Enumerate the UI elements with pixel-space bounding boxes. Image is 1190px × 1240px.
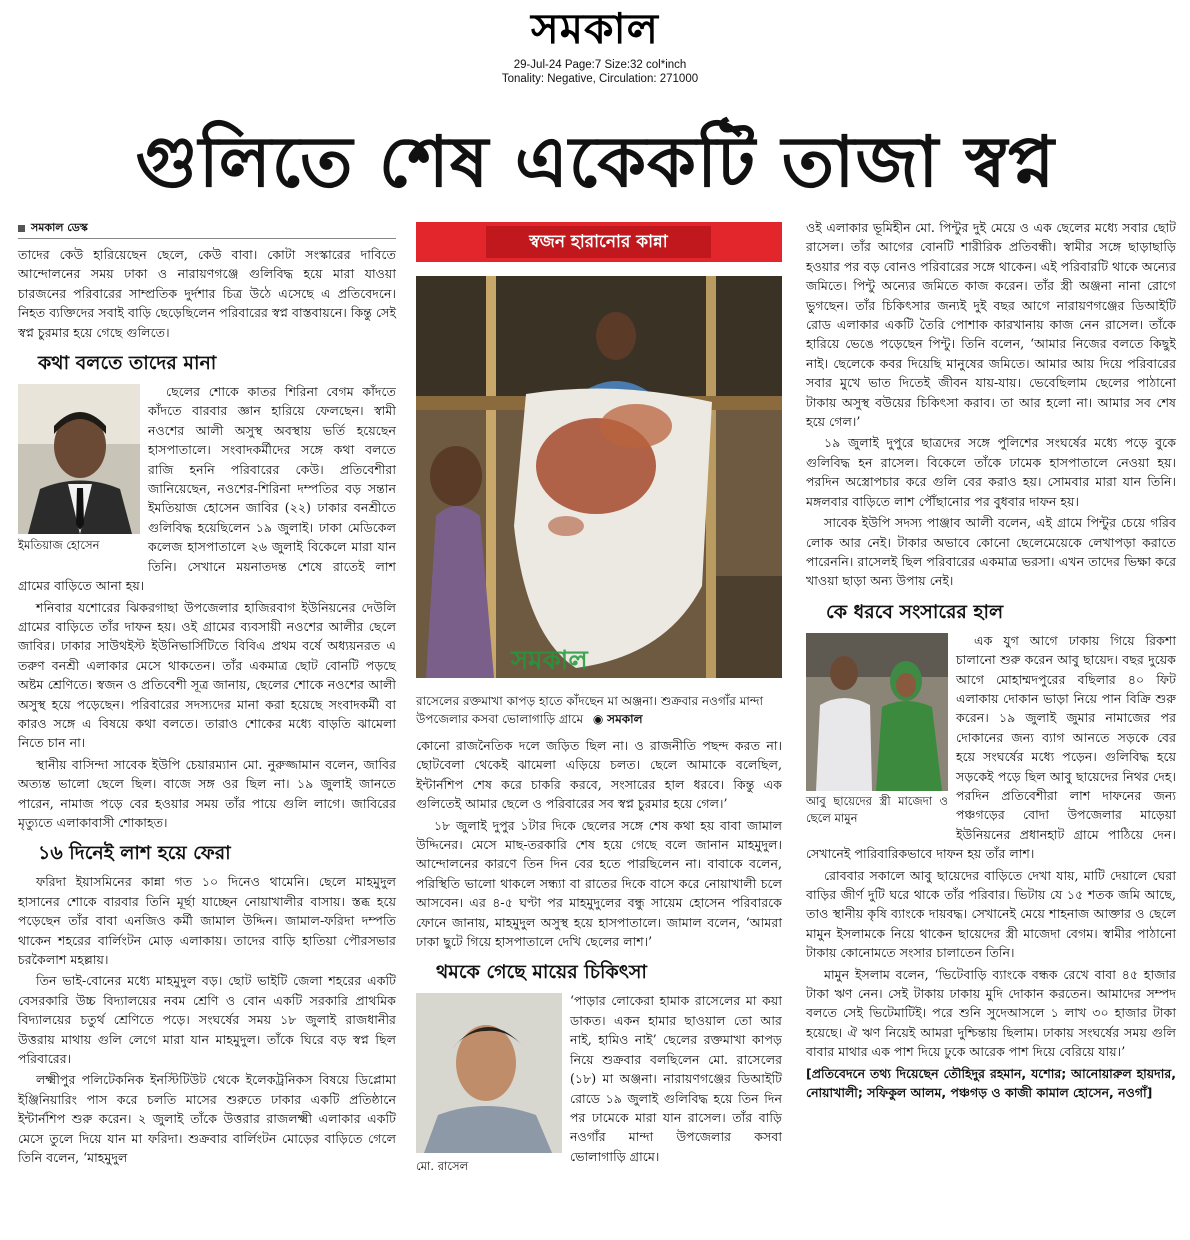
right-p2: ১৯ জুলাই দুপুরে ছাত্রদের সঙ্গে পুলিশের সংঘর্ষের মধ্যে পড়ে বুকে গুলিবিদ্ধ হন রাসেল। বিকেলে তাঁকে ঢামেক হাসপাতালে নেওয়া হয়। পরদিন অস্ত্রোপচার করে গুলি বের করাও হয়। সোমবার মারা যান তিনি। মঙ্গলবার বাড়িতে লাশ পৌঁছানোর পর বুধবার দাফন হয়। xyxy=(806,435,1176,509)
clipping-meta xyxy=(480,58,720,86)
rasel-caption: মো. রাসেল xyxy=(416,1159,469,1174)
meta-line-2: Tonality: Negative, Circulation: 271000 xyxy=(501,73,699,85)
section1-p1: ছেলের শোকে কাতর শিরিনা বেগম কাঁদতে কাঁদতে বারবার জ্ঞান হারিয়ে ফেলছেন। স্বামী নওশের আলী অসুস্থ অবস্থায় ভর্তি হয়েছেন হাসপাতালে। সংবাদকর্মীদের সঙ্গে কথা বলতে রাজি হননি পরিবারের কেউ। প্রতিবেশীরা জানিয়েছেন, নওশের-শিরিনা দম্পতির বড় সন্তান ইমতিয়াজ হোসেন জাবির (২২) ঢাকার বনশ্রীতে গুলিবিদ্ধ হয়েছিলেন ১৯ জুলাই। ঢাকা মেডিকেল কলেজ হাসপাতালে ২৬ জুলাই বিকেলে মারা যান তিনি। সেখানে ময়নাতদন্ত শেষে রাতেই লাশ গ্রামের বাড়িতে আনা হয়। xyxy=(18,384,396,594)
newspaper-logo: সমকাল xyxy=(531,4,659,53)
mother-with-bloody-cloth-photo xyxy=(416,276,782,678)
middle-p2: ১৮ জুলাই দুপুর ১টার দিকে ছেলের সঙ্গে শেষ কথা হয় বাবা জামাল উদ্দিনের। মেসে মাছ-তরকারি শেষ হয়ে গেছে বলে জানান মাহমুদুল। আন্দোলনের কারণে তিন দিন বের হতে পারছিলেন না। বাবাকে বলেন, পরিস্থিতি ভালো থাকলে সন্ধ্যা বা রাতের দিকে বাসে করে নোয়াখালী চলে আসবেন। এর ৪-৫ ঘণ্টা পর মাহমুদুলের বন্ধু সায়েম হোসেন পরিবারকে ফোনে জানায়, মাহমুদুল অসুস্থ হয়ে হাসপাতালে। জামাল বলেন, ‘আমরা ঢাকা ছুটে গিয়ে হাসপাতালে দেখি ছেলের লাশ।’ xyxy=(416,817,782,950)
rasel-photo-block xyxy=(416,993,562,1175)
left-column xyxy=(18,218,396,1169)
right-p6: মামুন ইসলাম বলেন, ‘ভিটেবাড়ি ব্যাংকে বন্ধক রেখে বাবা ৪৫ হাজার টাকা ঋণ নেন। সেই টাকায় ঢাকায় মুদি দোকান করতেন। আমাদের সম্পদ বলতে সেই ভিটেমাটিই। পরে শুনি সুদেআসলে ১ লাখ ৩০ হাজার টাকা হয়েছে। ঐ ঋণ নিয়েই আমরা দুশ্চিন্তায় ছিলাম। ঢাকায় সংঘর্ষের সময় গুলি বাবার মাথার এক পাশ দিয়ে ঢুকে আরেক পাশ দিয়ে বেরিয়ে যায়।’ xyxy=(806,966,1176,1060)
middle-p3: ‘পাড়ার লোকেরা হামাক রাসেলের মা কয়া ডাকত। একন হামার ছাওয়াল তো আর নাই, হামিও নাই’ ছেলের রক্তমাখা কাপড় নিয়ে শুক্রবার বলছিলেন মো. রাসেলের (১৮) মা অঞ্জনা। নারায়ণগঞ্জের ডিআইটি রোডে ১৯ জুলাই গুলিবিদ্ধ হয়ে তিন দিন পর ঢামেকে মারা যান রাসেল। তাঁর বাড়ি নওগাঁর মান্দা উপজেলার কসবা ভোলাগাড়ি গ্রামে। xyxy=(570,993,782,1164)
section1-title: কথা বলতে তাদের মানা xyxy=(38,352,217,375)
headline: গুলিতে শেষ একেকটি তাজা স্বপ্ন xyxy=(135,121,1056,203)
right-column xyxy=(806,218,1176,1104)
meta-line-1: 29-Jul-24 Page:7 Size:32 col*inch xyxy=(513,59,687,71)
right-p4: এক যুগ আগে ঢাকায় গিয়ে রিকশা চালানো শুরু করেন আবু ছায়েদ। বছর দুয়েক আগে মোহাম্মদপুরের বছিলার ৪০ ফিট এলাকায় দোকান ভাড়া নিয়ে পান বিক্রি শুরু করেন। ১৯ জুলাই জুমার নামাজের পর দোকানের জন্য ব্যাগ আনতে সড়কে বের হয়ে সংঘর্ষের মধ্যে পড়েন। গুলিবিদ্ধ হয়ে সড়কেই পড়ে ছিল আবু ছায়েদের নিথর দেহ। পরদিন প্রতিবেশীরা লাশ দাফনের জন্য পঞ্চগড়ের বোদা উপজেলার মাড়েয়া ইউনিয়নের প্রধানহাট গ্রামে পাঠিয়ে দেন। সেখানেই পারিবারিকভাবে দাফন হয় তাঁর লাশ। xyxy=(806,632,1176,862)
photo-credit: সমকাল xyxy=(607,712,643,726)
photo-scene xyxy=(416,276,782,678)
byline-text: সমকাল ডেস্ক xyxy=(31,221,88,234)
main-photo-caption-text: রাসেলের রক্তমাখা কাপড় হাতে কাঁদছেন মা অঞ্জনা। শুক্রবার নওগাঁর মান্দা উপজেলার কসবা ভোলাগাড়ি গ্রামে xyxy=(416,694,763,726)
section4-title: কে ধরবে সংসারের হাল xyxy=(826,600,1004,623)
right-p3: সাবেক ইউপি সদস্য পাঞ্জাব আলী বলেন, এই গ্রামে পিন্টুর চেয়ে গরিব লোক আর নেই। টাকার অভাবে কোনো ছেলেমেয়েকে লেখাপড়া করাতে পারেননি। রাসেলই ছিল পরিবারের একমাত্র ভরসা। এখন তাদের ভিক্ষা করে খাওয়া ছাড়া অন্য উপায় নেই। xyxy=(806,515,1176,589)
section1-p3: স্থানীয় বাসিন্দা সাবেক ইউপি চেয়ারম্যান মো. নুরুজ্জামান বলেন, জাবির অত্যন্ত ভালো ছেলে ছিল। বাজে সঙ্গ ওর ছিল না। ১৯ জুলাই জানতে পারেন, নামাজ পড়ে বের হওয়ার সময় তাঁর পায়ে গুলি লাগে। জাবিরের মৃত্যুতে এলাকাবাসী শোকাহত। xyxy=(18,756,396,830)
middle-column xyxy=(416,736,782,1175)
imtiaz-caption: ইমতিয়াজ হোসেন xyxy=(18,538,100,553)
family-photo-block xyxy=(806,633,948,829)
main-photo-caption xyxy=(416,692,782,728)
middle-p1: কোনো রাজনৈতিক দলে জড়িত ছিল না। ও রাজনীতি পছন্দ করত না। ছোটবেলা থেকেই ঝামেলা এড়িয়ে চলত। ছেলে আমাকে বলেছিল, ইন্টার্নশিপ শেষ করে চাকরি করবে, সংসারের হাল ধরবে। কিন্তু এক গুলিতেই আমার ছেলে ও পরিবারের সব স্বপ্ন চুরমার হয়ে গেল।’ xyxy=(416,738,782,812)
family-photo xyxy=(806,633,948,791)
imtiaz-photo xyxy=(18,384,140,534)
section2-title: ১৬ দিনেই লাশ হয়ে ফেরা xyxy=(38,842,231,865)
family-photo-caption: আবু ছায়েদের স্ত্রী মাজেদা ও ছেলে মামুন xyxy=(806,793,948,825)
section2-p3: লক্ষ্মীপুর পলিটেকনিক ইনস্টিটিউট থেকে ইলেকট্রনিকস বিষয়ে ডিপ্লোমা ইঞ্জিনিয়ারিং পাস করে চলতি মাসের শুরুতে ঢাকার একটি প্রতিষ্ঠানে ইন্টার্নশিপ শুরু করেন। ২ জুলাই তাঁকে উত্তরার রাজলক্ষ্মী এলাকার একটি মেসে তুলে দিয়ে যান মা ফরিদা। শুক্রবার বার্লিংটন মোড়ের বাড়িতে গেলে তিনি বলেন, ‘মাহমুদুল xyxy=(18,1072,396,1166)
reporter-credit: [প্রতিবেদনে তথ্য দিয়েছেন তৌহিদুর রহমান, যশোর; আনোয়ারুল হায়দার, নোয়াখালী; সফিকুল আলম, পঞ্চগড় ও কাজী কামাল হোসেন, নওগাঁ] xyxy=(806,1065,1176,1100)
square-bullet-icon xyxy=(18,225,25,232)
masthead xyxy=(0,0,1190,90)
section2-p2: তিন ভাই-বোনের মধ্যে মাহমুদুল বড়। ছোট ভাইটি জেলা শহরের একটি বেসরকারি উচ্চ বিদ্যালয়ের নবম শ্রেণি ও বোন একটি সরকারি প্রাথমিক বিদ্যালয়ের চতুর্থ শ্রেণিতে পড়ে। সংঘর্ষের সময় ১৮ জুলাই রাজধানীর উত্তরায় মাথায় গুলি লেগে মারা যান মাহমুদুল। তাঁকে ঘিরে বড় স্বপ্ন ছিল পরিবারের। xyxy=(18,973,396,1067)
right-p1: ওই এলাকার ভূমিহীন মো. পিন্টুর দুই মেয়ে ও এক ছেলের মধ্যে সবার ছোট রাসেল। তাঁর আগের বোনটি শারীরিক প্রতিবন্ধী। স্বামীর সঙ্গে ছাড়াছাড়ি হওয়ার পর বড় বোনও পরিবারের সঙ্গে থাকেন। এই পরিবারটি থাকে অন্যের জমিতে। পিন্টু অন্যের জমিতে কাজ করেন। তাঁর স্ত্রী অঞ্জনা নানা রোগে ভুগছেন। তাঁর চিকিৎসার জন্যই দুই বছর আগে নারায়ণগঞ্জের ডিআইটি রোড এলাকার একটি তৈরি পোশাক কারখানায় কাজ নেন রাসেল। তাঁকে হারিয়ে ভেঙে পড়েছেন পিন্টু। তিনি বলেন, ‘আমার নিজের বলতে কিছুই নাই। ছেলেকে কবর দিয়েছি মানুষের জমিতে। আমার আয় দিয়ে পরিবারের সবার মুখে ভাত দিতেই জীবন যায়-যায়। ভেবেছিলাম ছেলের পাঠানো টাকায় অসুস্থ বউয়ের চিকিৎসা করাব। তা আর হলো না। আমার সব শেষ হয়ে গেল।’ xyxy=(806,220,1176,430)
section2-p1: ফরিদা ইয়াসমিনের কান্না গত ১০ দিনেও থামেনি। ছেলে মাহমুদুল হাসানের শোকে বারবার তিনি মূর্ছা যাচ্ছেন নোয়াখালীর বাসায়। স্তব্ধ হয়ে পড়েছেন তাঁর বাবা এনজিও কর্মী জামাল উদ্দিন। জামাল-ফরিদা দম্পতি থাকেন শহরের বার্লিংটন মোড় এলাকায়। তাদের বাড়ি হাতিয়া পৌরসভার চরকৈলাশ মহল্লায়। xyxy=(18,874,396,967)
intro-paragraph: তাদের কেউ হারিয়েছেন ছেলে, কেউ বাবা। কোটা সংস্কারের দাবিতে আন্দোলনের সময় ঢাকা ও নারায়ণগঞ্জে গুলিবিদ্ধ হয়ে মারা যাওয়া চারজনের পরিবারের সাম্প্রতিক দুর্দশার চিত্র উঠে এসেছে এ প্রতিবেদনে। নিহত ব্যক্তিদের সবাই বাড়ি ছেড়েছিলেন পরিবারের স্বপ্ন বাস্তবায়নে। কিন্তু সেই স্বপ্ন চুরমার হয়ে গেছে গুলিতে। xyxy=(18,247,396,340)
rasel-photo xyxy=(416,993,562,1153)
section-banner xyxy=(416,222,782,262)
camera-icon: ◉ xyxy=(592,712,604,726)
banner-label: স্বজন হারানোর কান্না xyxy=(486,226,711,258)
photo-watermark: সমকাল xyxy=(511,646,588,676)
section1-p2: শনিবার যশোরের ঝিকরগাছা উপজেলার হাজিরবাগ ইউনিয়নের দেউলি গ্রামের বাড়িতে তাঁর দাফন হয়। ওই গ্রামের ব্যবসায়ী নওশের আলীর ছেলে জাবির। ঢাকার সাউথইস্ট ইউনিভার্সিটিতে বিবিএ প্রথম বর্ষে অধ্যয়নরত এ তরুণ বনশ্রী এলাকার মেসে থাকতেন। তাঁর একমাত্র ছোট বোনটি পড়ছে অষ্টম শ্রেণিতে। স্বজন ও প্রতিবেশী সূত্র জানায়, ছেলের শোকে নওশের আলী অসুস্থ হয়ে পড়েছেন। পরিবারের সদস্যদের মানা করা হয়েছে সংবাদকর্মী বা কারও সঙ্গে এ বিষয়ে কথা বলতে। তারাও শোকের মধ্যে বাড়তি ঝামেলা নিতে চান না। xyxy=(18,599,396,751)
right-p5: রোববার সকালে আবু ছায়েদের বাড়িতে দেখা যায়, মাটি দেয়ালে ঘেরা বাড়ির জীর্ণ দুটি ঘরে থাকে তাঁর পরিবার। ভিটায় যে ১৫ শতক জমি আছে, তাও স্থানীয় কৃষি ব্যাংকে দায়বদ্ধ। সেখানেই মেয়ে শাহনাজ আক্তার ও ছেলে মামুন ইসলামকে নিয়ে থাকেন ছায়েদের স্ত্রী মাজেদা বেগম। স্বামীর পাঠানো টাকায় কোনোমতে সংসার চালাতেন তিনি। xyxy=(806,867,1176,961)
byline xyxy=(18,218,396,239)
section3-title: থমকে গেছে মায়ের চিকিৎসা xyxy=(436,961,647,984)
imtiaz-photo-block xyxy=(18,384,140,556)
